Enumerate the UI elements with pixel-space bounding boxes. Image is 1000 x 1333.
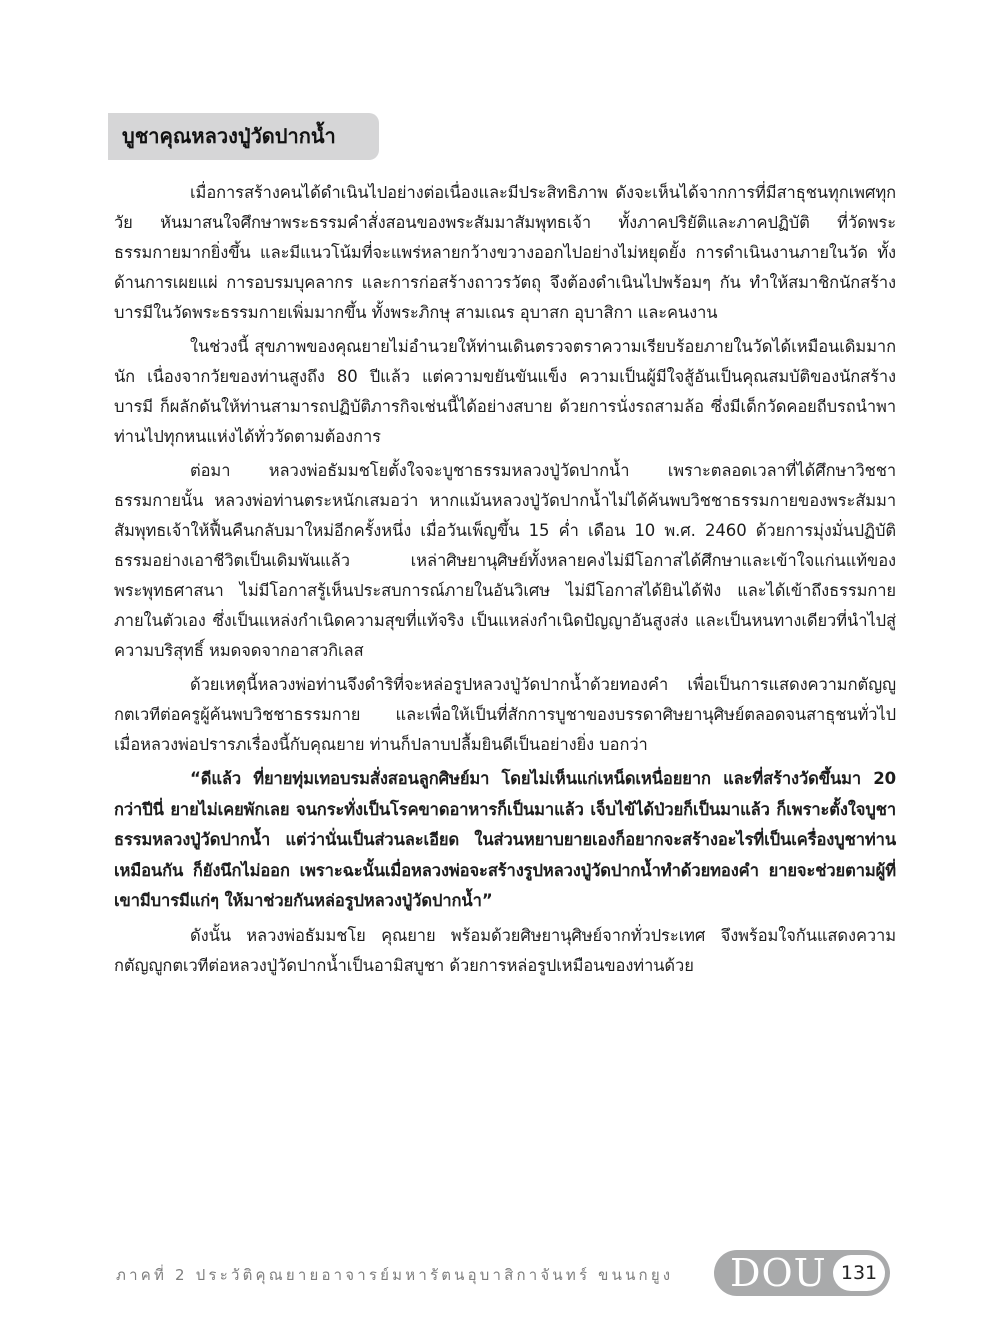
- paragraph: ต่อมา หลวงพ่อธัมมชโยตั้งใจจะบูชาธรรมหลวงปู่วัดปากน้ำ เพราะตลอดเวลาที่ได้ศึกษาวิชชาธรรมกายนั้น หลวงพ่อท่านตระหนักเสมอว่า หากแม้นหลวงปู่วัดปากน้ำไม่ได้ค้นพบวิชชาธรรมกายของพระสัมมาสัมพุทธเจ้าให้ฟื้นคืนกลับมาใหม่อีกครั้งหนึ่ง เมื่อวันเพ็ญขึ้น 15 ค่ำ เดือน 10 พ.ศ. 2460 ด้วยการมุ่งมั่นปฏิบัติธรรมอย่างเอาชีวิตเป็นเดิมพันแล้ว เหล่าศิษยานุศิษย์ทั้งหลายคงไม่มีโอกาสได้ศึกษาและเข้าใจแก่นแท้ของพระพุทธศาสนา ไม่มีโอกาสรู้เห็นประสบการณ์ภายในอันวิเศษ ไม่มีโอกาสได้ยินได้ฟัง และได้เข้าถึงธรรมกายภายในตัวเอง ซึ่งเป็นแหล่งกำเนิดความสุขที่แท้จริง เป็นแหล่งกำเนิดปัญญาอันสูงส่ง และเป็นหนทางเดียวที่นำไปสู่ความบริสุทธิ์ หมดจดจากอาสวกิเลส: [114, 461, 896, 660]
- page-number: 131: [833, 1255, 885, 1291]
- section-title: บูชาคุณหลวงปู่วัดปากน้ำ: [108, 113, 379, 160]
- closing-paragraph: ดังนั้น หลวงพ่อธัมมชโย คุณยาย พร้อมด้วยศิษยานุศิษย์จากทั่วประเทศ จึงพร้อมใจกันแสดงความกตัญญูกตเวทีต่อหลวงปู่วัดปากน้ำเป็นอามิสบูชา ด้วยการหล่อรูปเหมือนของท่านด้วย: [114, 925, 896, 975]
- paragraph: ด้วยเหตุนี้หลวงพ่อท่านจึงดำริที่จะหล่อรูปหลวงปู่วัดปากน้ำด้วยทองคำ เพื่อเป็นการแสดงความกตัญญูกตเวทีต่อครูผู้ค้นพบวิชชาธรรมกาย และเพื่อให้เป็นที่สักการบูชาของบรรดาศิษยานุศิษย์ตลอดจนสาธุชนทั่วไป เมื่อหลวงพ่อปรารภเรื่องนี้กับคุณยาย ท่านก็ปลาบปลื้มยินดีเป็นอย่างยิ่ง บอกว่า: [114, 675, 896, 754]
- paragraph: ในช่วงนี้ สุขภาพของคุณยายไม่อำนวยให้ท่านเดินตรวจตราความเรียบร้อยภายในวัดได้เหมือนเดิมมากนัก เนื่องจากวัยของท่านสูงถึง 80 ปีแล้ว แต่ความขยันขันแข็ง ความเป็นผู้มีใจสู้อันเป็นคุณสมบัติของนักสร้างบารมี ก็ผลักดันให้ท่านสามารถปฏิบัติภารกิจเช่นนี้ได้อย่างสบาย ด้วยการนั่งรถสามล้อ ซึ่งมีเด็กวัดคอยถีบรถนำพาท่านไปทุกหนแห่งได้ทั่ววัดตามต้องการ: [114, 337, 896, 446]
- dou-logo: DOU: [730, 1251, 827, 1295]
- paragraph: เมื่อการสร้างคนได้ดำเนินไปอย่างต่อเนื่องและมีประสิทธิภาพ ดังจะเห็นได้จากการที่มีสาธุชนทุกเพศทุกวัย หันมาสนใจศึกษาพระธรรมคำสั่งสอนของพระสัมมาสัมพุทธเจ้า ทั้งภาคปริยัติและภาคปฏิบัติ ที่วัดพระธรรมกายมากยิ่งขึ้น และมีแนวโน้มที่จะแพร่หลายกว้างขวางออกไปอย่างไม่หยุดยั้ง การดำเนินงานภายในวัด ทั้งด้านการเผยแผ่ การอบรมบุคลากร และการก่อสร้างถาวรวัตถุ จึงต้องดำเนินไปพร้อมๆ กัน ทำให้สมาชิกนักสร้างบารมีในวัดพระธรรมกายเพิ่มมากขึ้น ทั้งพระภิกษุ สามเณร อุบาสก อุบาสิกา และคนงาน: [114, 183, 896, 322]
- quote-paragraph: “ดีแล้ว ที่ยายทุ่มเทอบรมสั่งสอนลูกศิษย์มา โดยไม่เห็นแก่เหน็ดเหนื่อยยาก และที่สร้างวัดขึ้นมา 20 กว่าปีนี่ ยายไม่เคยพักเลย จนกระทั่งเป็นโรคขาดอาหารก็เป็นมาแล้ว เจ็บไข้ได้ป่วยก็เป็นมาแล้ว ก็เพราะตั้งใจบูชาธรรมหลวงปู่วัดปากน้ำ แต่ว่านั่นเป็นส่วนละเอียด ในส่วนหยาบยายเองก็อยากจะสร้างอะไรที่เป็นเครื่องบูชาท่านเหมือนกัน ก็ยังนึกไม่ออก เพราะฉะนั้นเมื่อหลวงพ่อจะสร้างรูปหลวงปู่วัดปากน้ำทำด้วยทองคำ ยายจะช่วยตามผู้ที่เขามีบารมีแก่ๆ ให้มาช่วยกันหล่อรูปหลวงปู่วัดปากน้ำ”: [114, 769, 896, 910]
- page-badge: [714, 1250, 890, 1296]
- running-title: ภาคที่ 2 ประวัติคุณยายอาจารย์มหารัตนอุบาสิกาจันทร์ ขนนกยูง: [116, 1266, 674, 1284]
- body-text: [114, 178, 896, 985]
